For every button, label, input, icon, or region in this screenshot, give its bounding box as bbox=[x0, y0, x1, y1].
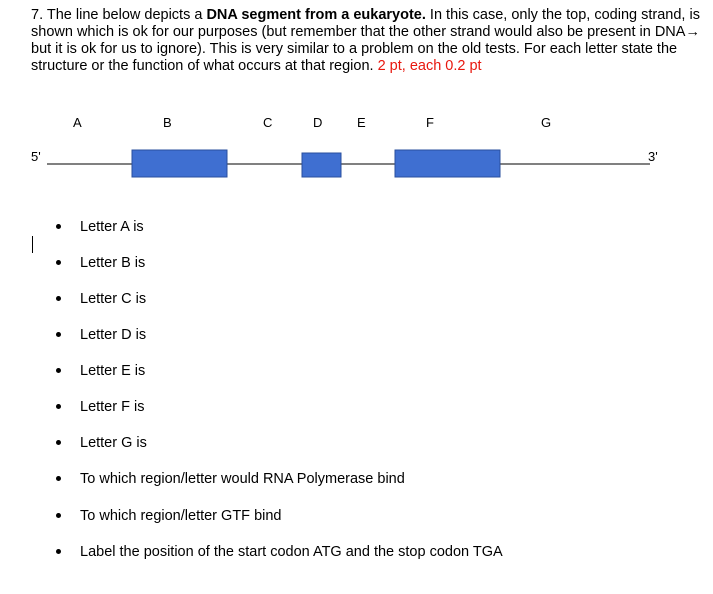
question-text-part-1: 7. The line below depicts a bbox=[31, 7, 207, 23]
bullet-icon bbox=[56, 513, 61, 518]
list-item bbox=[56, 544, 503, 560]
text-cursor bbox=[32, 236, 33, 253]
region-b-box bbox=[132, 150, 227, 177]
list-item-text: Letter E is bbox=[80, 363, 146, 379]
list-item bbox=[56, 219, 144, 235]
list-item-text: Letter D is bbox=[80, 327, 147, 343]
list-item-text: Letter G is bbox=[80, 435, 147, 451]
list-item-text: Letter C is bbox=[80, 291, 147, 307]
list-item bbox=[56, 471, 405, 487]
list-item-text: To which region/letter would RNA Polymerase bind bbox=[80, 471, 405, 487]
bullet-icon bbox=[56, 476, 61, 481]
question-bold-phrase: DNA segment from a eukaryote. bbox=[206, 7, 426, 23]
bullet-icon bbox=[56, 296, 61, 301]
list-item bbox=[56, 255, 145, 271]
letter-c-label: C bbox=[263, 115, 273, 130]
letter-e-label: E bbox=[357, 115, 366, 130]
bullet-icon bbox=[56, 260, 61, 265]
letter-d-label: D bbox=[313, 115, 323, 130]
question-text-part-2: In this case, only the top, coding strand, is shown which is ok for our purposes (but remember that the other strand would also be present in DNA bbox=[31, 7, 700, 40]
question-text-part-3: but it is ok for us to ignore). This is very similar to a problem on the old tests. For each letter state the structure or the function of what occurs at that region. bbox=[31, 41, 678, 74]
points-label: 2 pt, each 0.2 pt bbox=[377, 58, 482, 74]
letter-a-label: A bbox=[73, 115, 82, 130]
list-item bbox=[56, 327, 146, 343]
letter-f-label: F bbox=[426, 115, 434, 130]
letter-b-label: B bbox=[163, 115, 172, 130]
list-item bbox=[56, 399, 144, 415]
arrow-icon: → bbox=[685, 24, 700, 40]
list-item bbox=[56, 291, 146, 307]
three-prime-label: 3' bbox=[648, 149, 658, 164]
list-item bbox=[56, 363, 145, 379]
region-d-box bbox=[302, 153, 341, 177]
bullet-icon bbox=[56, 368, 61, 373]
dna-segment-diagram bbox=[0, 0, 713, 200]
bullet-icon bbox=[56, 224, 61, 229]
list-item bbox=[56, 508, 281, 524]
region-f-box bbox=[395, 150, 500, 177]
bullet-icon bbox=[56, 440, 61, 445]
list-item-text: To which region/letter GTF bind bbox=[80, 508, 282, 524]
list-item-text: Letter B is bbox=[80, 255, 146, 271]
list-item-text: Letter F is bbox=[80, 399, 145, 415]
list-item-text: Letter A is bbox=[80, 219, 144, 235]
letter-g-label: G bbox=[541, 115, 552, 130]
bullet-icon bbox=[56, 332, 61, 337]
five-prime-label: 5' bbox=[31, 149, 41, 164]
bullet-icon bbox=[56, 404, 61, 409]
list-item bbox=[56, 435, 147, 451]
bullet-icon bbox=[56, 549, 61, 554]
list-item-text: Label the position of the start codon ATG and the stop codon TGA bbox=[80, 544, 503, 560]
